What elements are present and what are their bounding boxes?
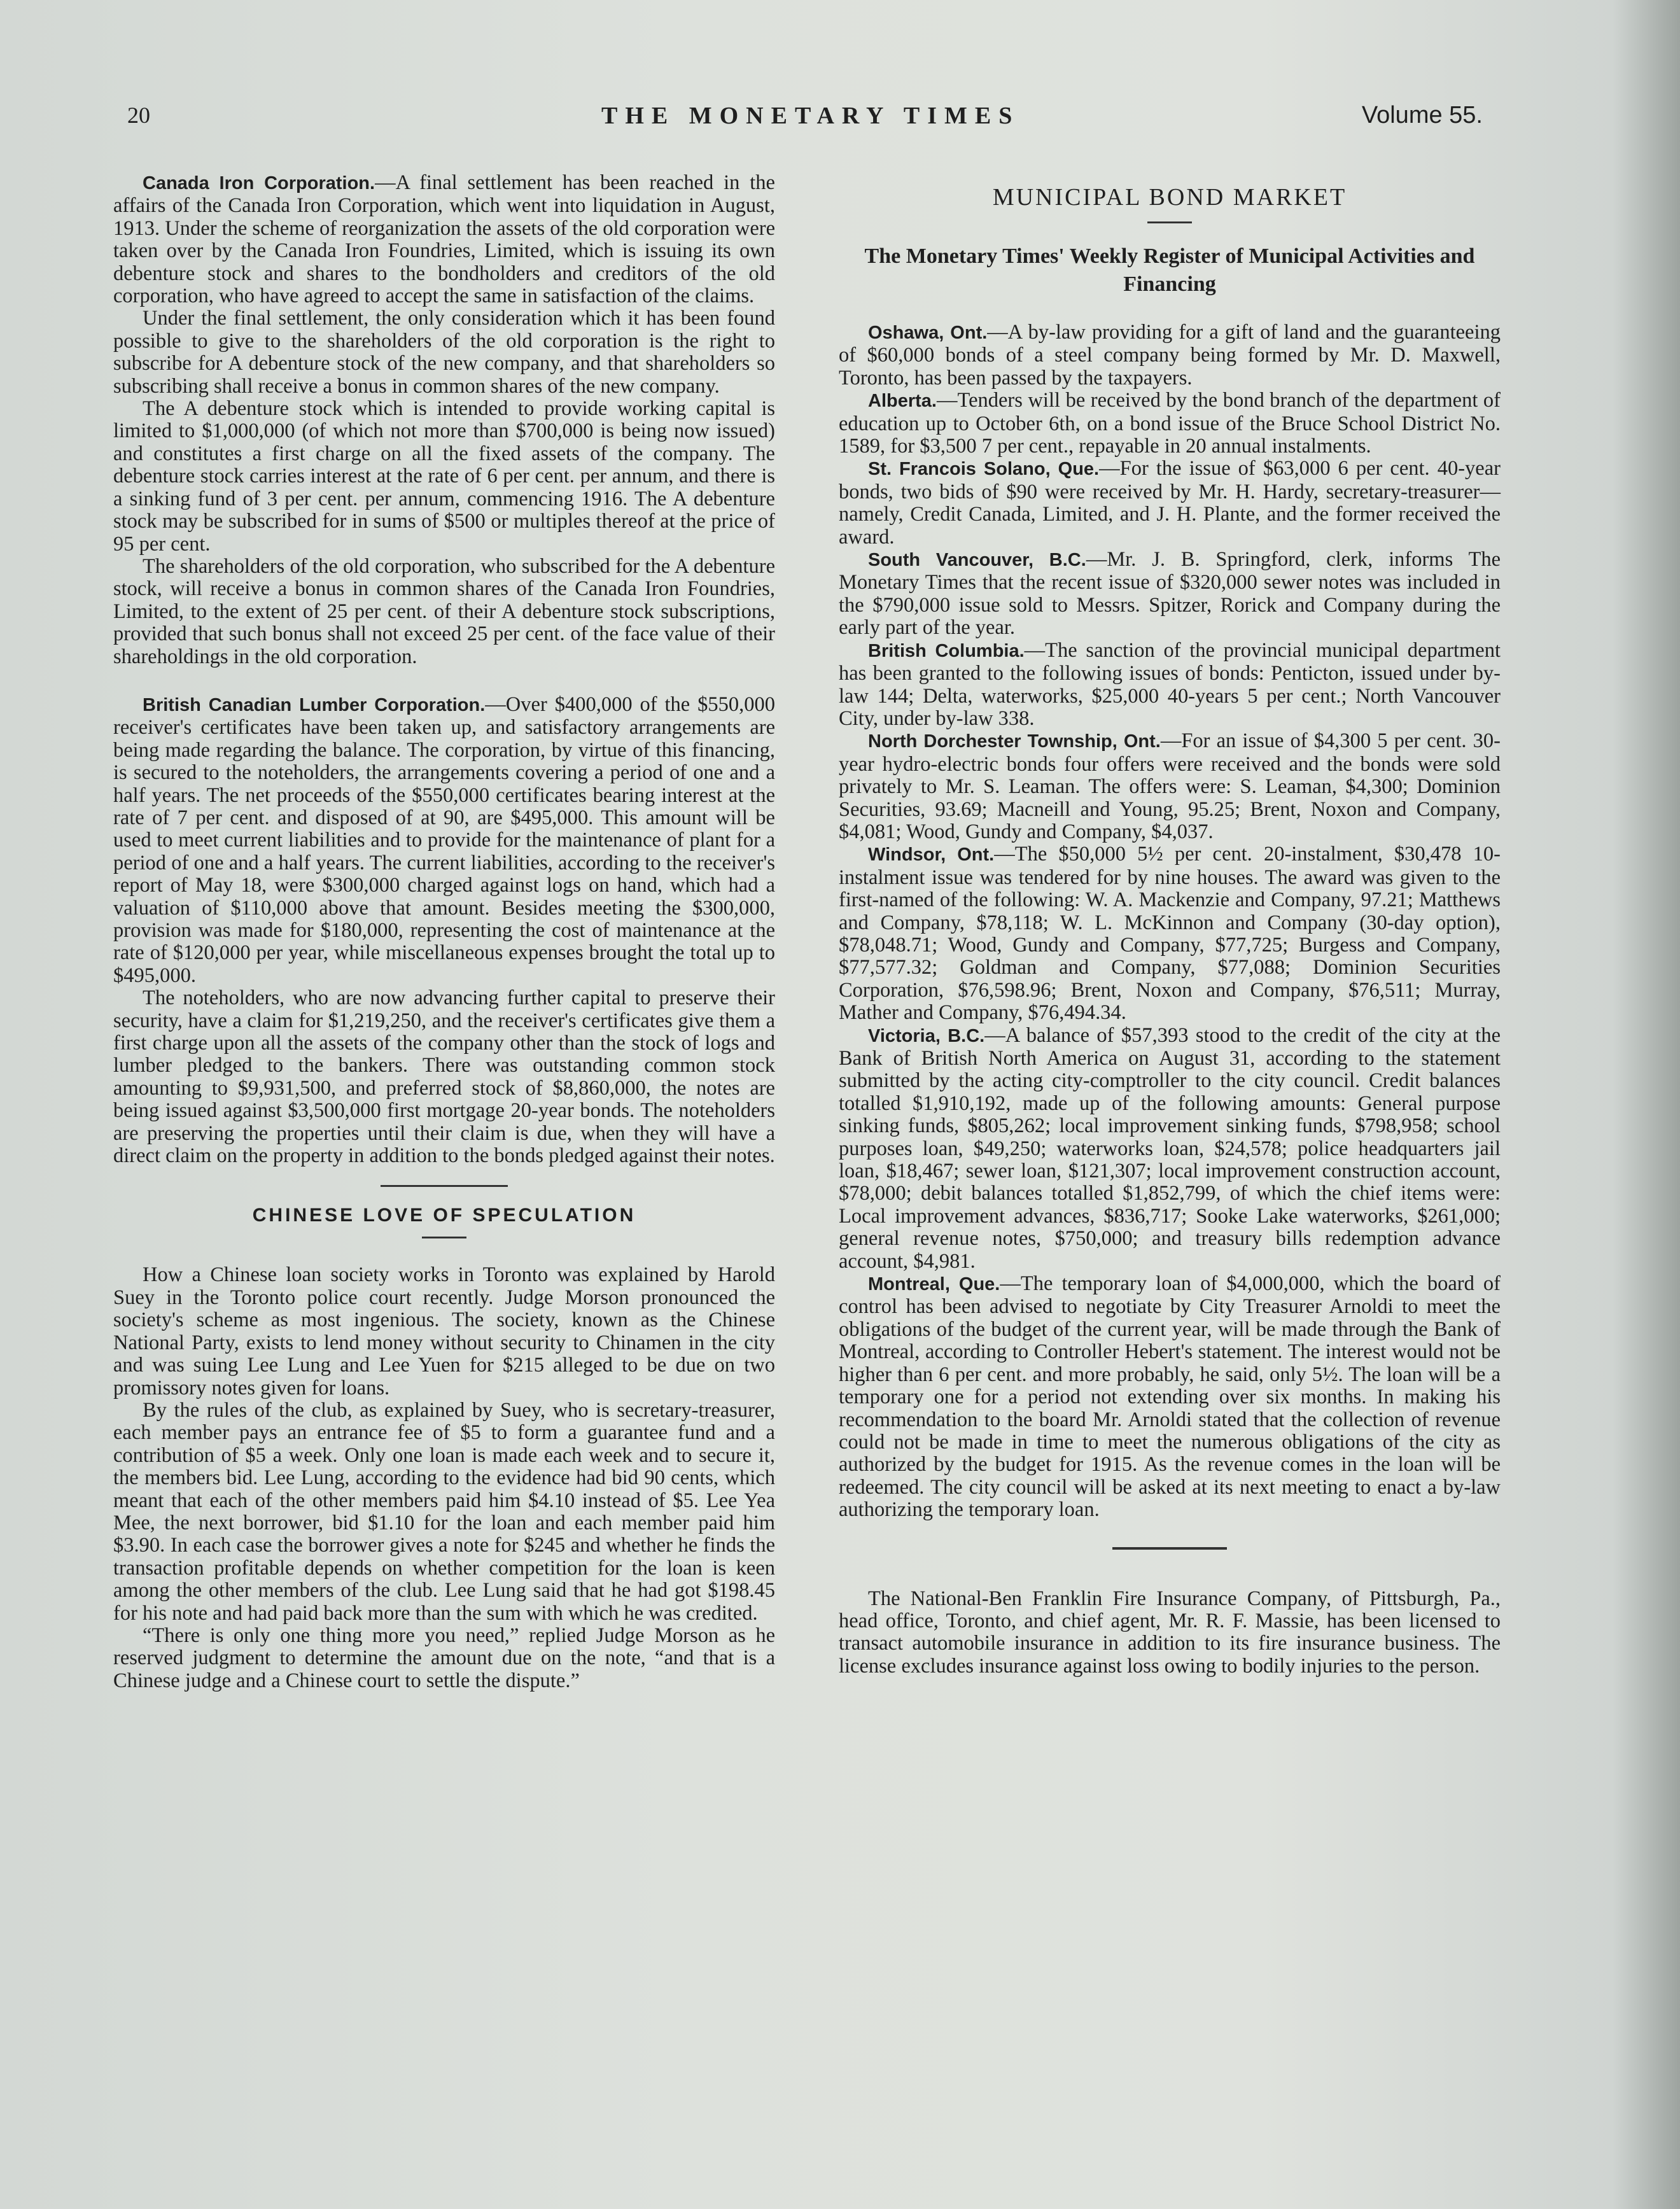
- article-text: —A final settlement has been reached in the affairs of the Canada Iron Corporation, which went into liquidation in August, 1913. Under the scheme of reorganization the assets of the old corporation were taken over by the Canada Iron Foundries, Limited, which is issuing its own debenture stock and shares to the bondholders and creditors of the old corporation, who have agreed to accept the same in satisfaction of the claims.: [113, 171, 775, 308]
- bond-entry: [839, 458, 1501, 549]
- article-paragraph: The noteholders, who are now advancing further capital to preserve their security, have a claim for $1,219,250, and the receiver's certificates give them a first charge upon all the assets of the company other than the stock of logs and lumber pledged to the bankers. There was outstanding common stock amounting to $9,931,500, and preferred stock of $8,860,000, the notes are being issued against $3,500,000 first mortgage 20-year bonds. The noteholders are preserving the properties until their claim is due, when they will have a direct claim on the property in addition to the bonds pledged against their notes.: [113, 986, 775, 1168]
- bond-entry: [839, 640, 1501, 731]
- entry-text: —The $50,000 5½ per cent. 20-instalment, $30,478 10-instalment issue was tendered for by nine houses. The award was given to the first-named of the following: W. A. Mackenzie and Company, 97.21; Matthews and Company, $78,118; W. L. McKinnon and Company (30-day option), $78,048.71; Wood, Gundy and Company, $77,725; Burgess and Company, $77,577.32; Goldman and Company, $77,088; Dominion Securities Corporation, $76,598.96; Brent, Noxon and Company, $76,511; Murray, Mather and Company, $76,494.34.: [839, 843, 1501, 1025]
- bond-entry: [839, 389, 1501, 458]
- entry-lead: Montreal, Que.: [868, 1274, 1000, 1295]
- entry-lead: Alberta.: [868, 391, 937, 412]
- article-heading: CHINESE LOVE OF SPECULATION: [252, 1205, 636, 1226]
- spacer: [113, 668, 775, 694]
- insurance-notice: The National-Ben Franklin Fire Insurance Company, of Pittsburgh, Pa., head office, Toronto, and chief agent, Mr. R. F. Massie, has been licensed to transact automobile insurance in addition to its fire insurance business. The license excludes insurance against loss owing to bodily injuries to the person.: [839, 1587, 1501, 1678]
- article-text: —Over $400,000 of the $550,000 receiver's certificates have been taken up, and satisfactory arrangements are being made regarding the balance. The corporation, by virtue of this financing, is secured to the noteholders, the arrangements covering a period of one and a half years. The net proceeds of the $550,000 certificates bearing interest at the rate of 7 per cent. and disposed of at 90, are $495,000. This amount will be used to meet current liabilities and to provide for the maintenance of plant for a period of one and a half years. The current liabilities, according to the receiver's report of May 18, were $300,000 charged against logs on hand, which had a valuation of $110,000 above that amount. Besides meeting the $300,000, provision was made for $180,000, representing the cost of maintenance at the rate of $120,000 per year, while miscellaneous expenses brought the total up to $495,000.: [113, 692, 776, 987]
- article-paragraph: How a Chinese loan society works in Toronto was explained by Harold Suey in the Toronto police court recently. Judge Morson pronounced the society's scheme as most ingenious. The society, known as the Chinese National Party, exists to lend money without security to Chinamen in the city and was suing Lee Lung and Lee Yuen for $215 alleged to be due on two promissory notes given for loans.: [113, 1263, 775, 1399]
- chinese-article: [113, 1205, 775, 1692]
- article-lead: Canada Iron Corporation.: [143, 173, 375, 193]
- entry-lead: Oshawa, Ont.: [868, 323, 988, 343]
- bond-entry: [839, 1025, 1501, 1273]
- entry-text: —The sanction of the provincial municipal department has been granted to the following issues of bonds: Penticton, issued under by-law 144; Delta, waterworks, $25,000 40-years 5 per cent.; North Vancouver City, under by-law 338.: [839, 638, 1501, 730]
- journal-title: THE MONETARY TIMES: [601, 102, 1020, 129]
- article-paragraph: The A debenture stock which is intended to provide working capital is limited to $1,000,000 (of which not more than $700,000 is being now issued) and constitutes a first charge on all the fixed assets of the company. The debenture stock carries interest at the rate of 6 per cent. per annum, and there is a sinking fund of 3 per cent. per annum, commencing 1916. The A debenture stock may be subscribed for in sums of $500 or multiples thereof at the price of 95 per cent.: [113, 397, 775, 556]
- article-lead: British Canadian Lumber Corporation.: [143, 694, 486, 715]
- entry-text: —A by-law providing for a gift of land and the guaranteeing of $60,000 bonds of a steel company being formed by Mr. D. Maxwell, Toronto, has been passed by the taxpayers.: [839, 321, 1501, 389]
- entry-lead: Windsor, Ont.: [868, 845, 995, 866]
- left-column: [113, 172, 775, 1692]
- article-paragraph: [113, 172, 775, 307]
- article-paragraph: Under the final settlement, the only consideration which it has been found possible to give to the shareholders of the old corporation is the right to subscribe for A debenture stock of the new company, and that shareholders so subscribing shall receive a bonus in common shares of the new company.: [113, 307, 775, 398]
- bond-entry: [839, 549, 1501, 640]
- canada-iron-article: [113, 172, 775, 668]
- section-subheading: The Monetary Times' Weekly Register of Municipal Activities and Financing: [864, 244, 1475, 296]
- right-column: [839, 172, 1501, 1678]
- section-divider: [1112, 1547, 1227, 1550]
- entry-lead: Victoria, B.C.: [868, 1025, 985, 1046]
- article-paragraph: [113, 694, 775, 987]
- entry-text: —Tenders will be received by the bond branch of the department of education up to October 6th, on a bond issue of the Bruce School District No. 1589, for $3,500 7 per cent., repayable in 20 annual instalments.: [839, 389, 1501, 458]
- bond-entry: [839, 1273, 1501, 1521]
- article-paragraph: The shareholders of the old corporation, who subscribed for the A debenture stock, will receive a bonus in common shares of the Canada Iron Foundries, Limited, to the extent of 25 per cent. of their A debenture stock subscriptions, provided that such bonus shall not exceed 25 per cent. of the face value of their shareholdings in the old corporation.: [113, 554, 775, 668]
- section-divider: [381, 1185, 508, 1187]
- volume-label: Volume 55.: [1361, 102, 1483, 129]
- bond-entry: [839, 321, 1501, 389]
- entry-lead: British Columbia.: [868, 640, 1025, 661]
- article-paragraph: By the rules of the club, as explained by Suey, who is secretary-treasurer, each member pays an entrance fee of $5 to form a guarantee fund and a contribution of $5 a week. Only one loan is made each week and to secure it, the members bid. Lee Lung, according to the evidence had bid 90 cents, which meant that each of the other members paid him $4.10 instead of $5. Lee Yea Mee, the next borrower, bid $1.10 for the loan and each member paid him $3.90. In each case the borrower gives a note for $245 and whether he finds the transaction profitable depends on whether competition for the loan is keen among the other members of the club. Lee Lung said that he had got $198.45 for his note and had paid back more than the sum with which he was credited.: [113, 1398, 775, 1625]
- heading-rule: [1147, 221, 1192, 223]
- section-heading: MUNICIPAL BOND MARKET: [992, 184, 1347, 211]
- bond-entries: [839, 321, 1501, 1522]
- entry-text: —For the issue of $63,000 6 per cent. 40-year bonds, two bids of $90 were received by Mr. H. Hardy, secretary-treasurer—namely, Credit Canada, Limited, and J. H. Plante, and the former received the award.: [839, 457, 1501, 549]
- bond-entry: [839, 843, 1501, 1024]
- entry-text: —For an issue of $4,300 5 per cent. 30-year hydro-electric bonds four offers were received and the bonds were sold privately to Mr. S. Leaman. The offers were: S. Leaman, $4,300; Dominion Securities, 93.69; Macneill and Young, 95.25; Brent, Noxon and Company, $4,081; Wood, Gundy and Company, $4,037.: [839, 729, 1501, 843]
- entry-lead: North Dorchester Township, Ont.: [868, 731, 1161, 752]
- entry-lead: South Vancouver, B.C.: [868, 550, 1086, 571]
- entry-text: —The temporary loan of $4,000,000, which the board of control has been advised to negotiate by City Treasurer Arnoldi to meet the obligations of the budget of the current year, will be made through the Bank of Montreal, according to Controller Hebert's statement. The interest would not be higher than 6 per cent. and more probably, he said, only 5½. The loan will be a temporary one for a period not extending over six months. In making his recommendation to the board Mr. Arnoldi stated that the collection of revenue could not be made in time to meet the numerous obligations of the city as authorized by the budget for 1915. As the revenue comes in the loan will be redeemed. The city council will be asked at its next meeting to enact a by-law authorizing the temporary loan.: [839, 1272, 1501, 1522]
- entry-text: —Mr. J. B. Springford, clerk, informs The Monetary Times that the recent issue of $320,000 sewer notes was included in the $790,000 issue sold to Messrs. Spitzer, Rorick and Company during the early part of the year.: [839, 548, 1501, 640]
- page-header: [127, 102, 1546, 140]
- british-canadian-article: [113, 694, 775, 1168]
- article-paragraph: “There is only one thing more you need,” replied Judge Morson as he reserved judgment to determine the amount due on the note, “and that is a Chinese judge and a Chinese court to settle the dispute.”: [113, 1623, 775, 1692]
- page-number: 20: [127, 102, 150, 128]
- bond-entry: [839, 730, 1501, 843]
- heading-rule: [422, 1237, 466, 1238]
- entry-text: —A balance of $57,393 stood to the credit of the city at the Bank of British North America on August 31, according to the statement submitted by the acting city-comptroller to the city council. Credit balances totalled $1,910,192, made up of the following amounts: General purpose sinking funds, $805,262; local improvement sinking funds, $798,958; school purposes loan, $49,250; waterworks loan, $24,578; police headquarters jail loan, $18,467; sewer loan, $121,307; local improvement construction account, $78,000; debit balances totalled $1,852,799, of which the chief items were: Local improvement advances, $836,717; Sooke Lake waterworks, $261,000; general revenue notes, $750,000; and treasury bills redemption advance account, $4,981.: [839, 1023, 1501, 1273]
- entry-lead: St. Francois Solano, Que.: [868, 459, 1100, 480]
